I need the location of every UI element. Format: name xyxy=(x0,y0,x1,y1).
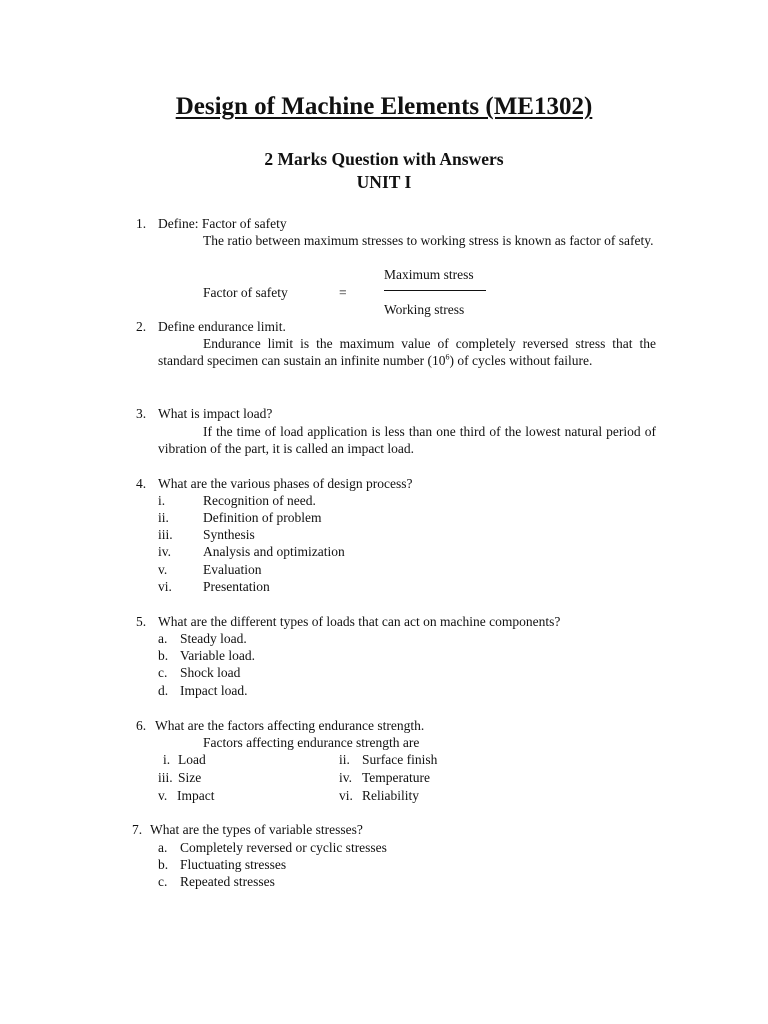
list-marker: iii. xyxy=(158,770,173,785)
q7-question: What are the types of variable stresses? xyxy=(150,822,363,837)
list-item: Shock load xyxy=(180,665,241,680)
document-title: Design of Machine Elements (ME1302) xyxy=(175,93,593,120)
q1-answer: The ratio between maximum stresses to working stress is known as factor of safety. xyxy=(203,233,654,248)
q2-question: Define endurance limit. xyxy=(158,319,286,334)
q6-intro: Factors affecting endurance strength are xyxy=(203,735,420,750)
list-item: Analysis and optimization xyxy=(203,544,345,559)
list-item: Recognition of need. xyxy=(203,493,316,508)
list-marker: b. xyxy=(158,857,169,872)
q1-fraction-bar xyxy=(384,290,486,291)
q3-answer: If the time of load application is less than one third of the lowest natural period of vibration of the part, it is called an impact load. xyxy=(158,424,656,456)
list-item: Presentation xyxy=(203,579,270,594)
list-item: Synthesis xyxy=(203,527,255,542)
list-marker: a. xyxy=(158,840,168,855)
q4-number: 4. xyxy=(136,476,147,491)
list-item: Steady load. xyxy=(180,631,247,646)
list-marker: i. xyxy=(158,493,166,508)
q1-formula-equals: = xyxy=(339,285,347,300)
q3-question: What is impact load? xyxy=(158,406,273,421)
list-item: Impact load. xyxy=(180,683,248,698)
list-marker: iv. xyxy=(339,770,352,785)
list-item: Temperature xyxy=(362,770,431,785)
list-marker: ii. xyxy=(158,510,169,525)
q1-question: Define: Factor of safety xyxy=(158,216,287,231)
q1-formula-numerator: Maximum stress xyxy=(384,267,474,282)
list-marker: a. xyxy=(158,631,168,646)
q2-answer: Endurance limit is the maximum value of completely reversed stress that the standard specimen can sustain an infinite number $(10^6)$ of cycles without failure. xyxy=(158,336,656,368)
list-marker: i. xyxy=(163,752,171,767)
unit-heading: UNIT I xyxy=(356,172,412,192)
list-item: Reliability xyxy=(362,788,419,803)
list-marker: vi. xyxy=(339,788,353,803)
q5-number: 5. xyxy=(136,614,147,629)
q6-question: What are the factors affecting endurance strength. xyxy=(155,718,425,733)
list-item: Surface finish xyxy=(362,752,438,767)
list-marker: b. xyxy=(158,648,169,663)
q1-formula-lhs: Factor of safety xyxy=(203,285,288,300)
list-item: Repeated stresses xyxy=(180,874,275,889)
q7-number: 7. xyxy=(132,822,143,837)
list-marker: v. xyxy=(158,788,168,803)
q1-formula-denominator: Working stress xyxy=(384,302,465,317)
list-item: Definition of problem xyxy=(203,510,322,525)
list-marker: v. xyxy=(158,562,168,577)
list-item: Size xyxy=(178,770,202,785)
list-item: Fluctuating stresses xyxy=(180,857,287,872)
list-marker: c. xyxy=(158,665,168,680)
list-item: Evaluation xyxy=(203,562,262,577)
list-item: Impact xyxy=(177,788,215,803)
q6-number: 6. xyxy=(136,718,147,733)
list-marker: vi. xyxy=(158,579,172,594)
list-item: Load xyxy=(178,752,206,767)
list-marker: iv. xyxy=(158,544,171,559)
list-marker: d. xyxy=(158,683,169,698)
list-item: Completely reversed or cyclic stresses xyxy=(180,840,387,855)
list-marker: c. xyxy=(158,874,168,889)
q2-exponent: 6 xyxy=(445,352,450,362)
list-item: Variable load. xyxy=(180,648,255,663)
q2-number: 2. xyxy=(136,319,147,334)
q1-number: 1. xyxy=(136,216,147,231)
list-marker: ii. xyxy=(339,752,350,767)
q4-question: What are the various phases of design process? xyxy=(158,476,413,491)
list-marker: iii. xyxy=(158,527,173,542)
q5-question: What are the different types of loads that can act on machine components? xyxy=(158,614,561,629)
document-subtitle: 2 Marks Question with Answers xyxy=(264,149,504,169)
q3-number: 3. xyxy=(136,406,147,421)
